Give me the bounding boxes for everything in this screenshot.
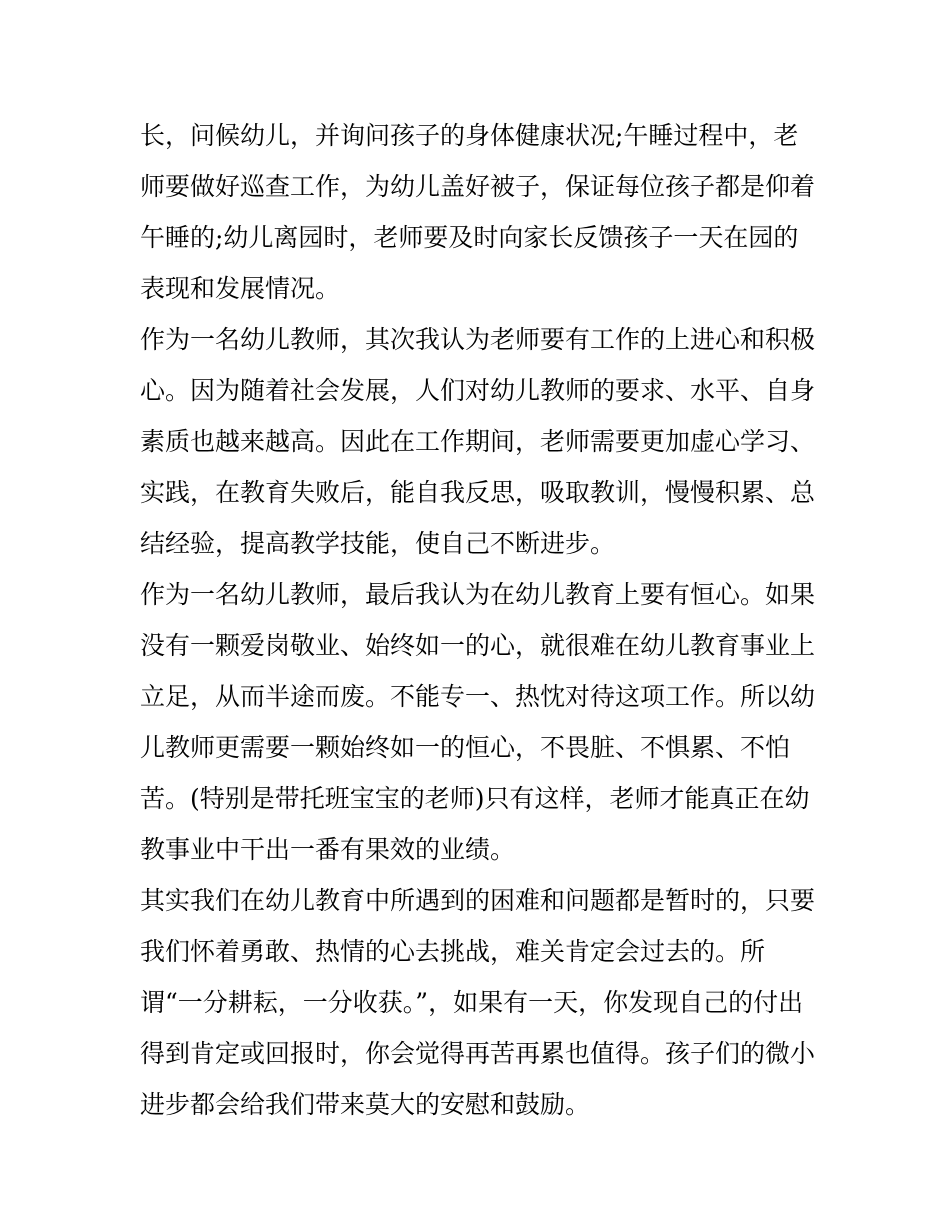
text-line: 午睡的;幼儿离园时，老师要及时向家长反馈孩子一天在园的 bbox=[140, 223, 799, 252]
text-line: 谓“一分耕耘，一分收获。”，如果有一天，你发现自己的付出 bbox=[140, 988, 804, 1017]
text-line: 教事业中干出一番有果效的业绩。 bbox=[140, 835, 516, 864]
text-line: 表现和发展情况。 bbox=[140, 274, 341, 303]
text-line: 师要做好巡查工作，为幼儿盖好被子，保证每位孩子都是仰着 bbox=[140, 172, 816, 201]
text-line: 实践，在教育失败后，能自我反思，吸取教训，慢慢积累、总 bbox=[140, 478, 816, 507]
text-line: 结经验，提高教学技能，使自己不断进步。 bbox=[140, 529, 616, 558]
text-line: 立足，从而半途而废。不能专一、热忱对待这项工作。所以幼 bbox=[140, 682, 816, 711]
text-line: 没有一颗爱岗敬业、始终如一的心，就很难在幼儿教育事业上 bbox=[140, 631, 816, 660]
text-line: 作为一名幼儿教师，其次我认为老师要有工作的上进心和积极 bbox=[140, 325, 816, 354]
text-line: 心。因为随着社会发展，人们对幼儿教师的要求、水平、自身 bbox=[140, 376, 816, 405]
text-line: 长，问候幼儿，并询问孩子的身体健康状况;午睡过程中，老 bbox=[140, 121, 799, 150]
text-line: 儿教师更需要一颗始终如一的恒心，不畏脏、不惧累、不怕 bbox=[140, 733, 791, 762]
text-line: 苦。(特别是带托班宝宝的老师)只有这样，老师才能真正在幼 bbox=[140, 784, 810, 813]
text-line: 我们怀着勇敢、热情的心去挑战，难关肯定会过去的。所 bbox=[140, 937, 766, 966]
text-line: 作为一名幼儿教师，最后我认为在幼儿教育上要有恒心。如果 bbox=[140, 580, 816, 609]
text-line: 其实我们在幼儿教育中所遇到的困难和问题都是暂时的，只要 bbox=[140, 886, 816, 915]
text-line: 进步都会给我们带来莫大的安慰和鼓励。 bbox=[140, 1090, 591, 1119]
text-line: 得到肯定或回报时，你会觉得再苦再累也值得。孩子们的微小 bbox=[140, 1039, 816, 1068]
text-line: 素质也越来越高。因此在工作期间，老师需要更加虚心学习、 bbox=[140, 427, 816, 456]
document-body bbox=[140, 110, 820, 1130]
